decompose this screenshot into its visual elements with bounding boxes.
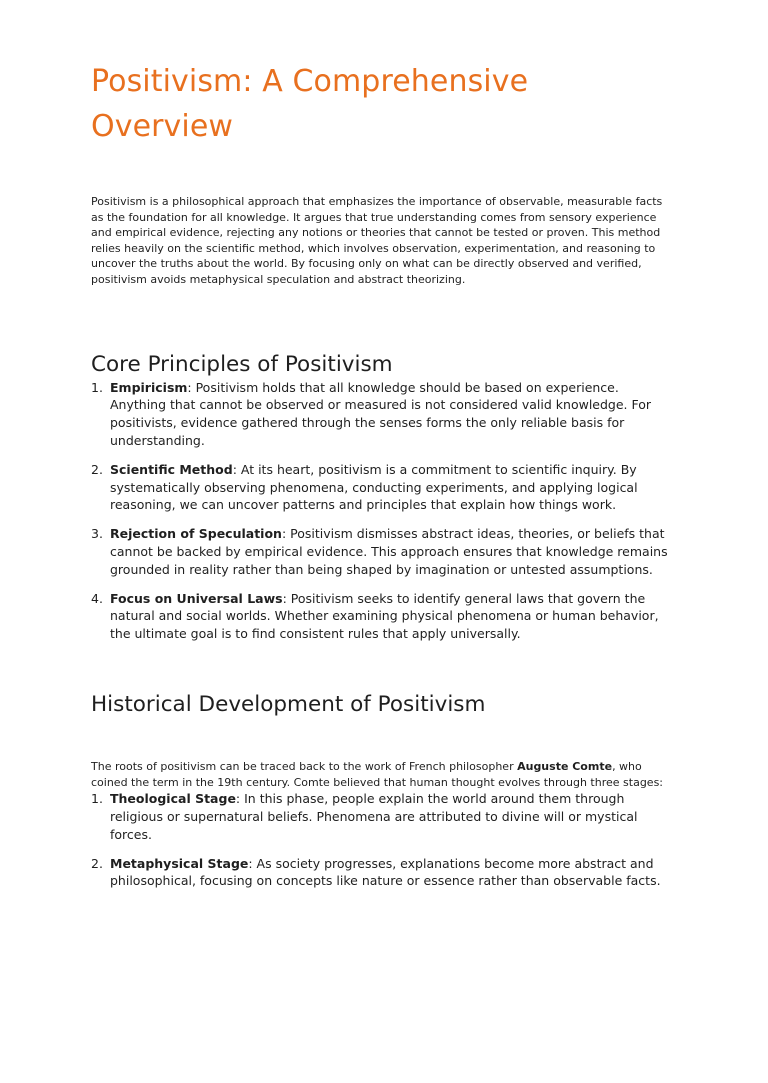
historical-development-heading: Historical Development of Positivism xyxy=(91,691,486,717)
list-item-term: Rejection of Speculation xyxy=(110,526,282,542)
document-page xyxy=(0,59,768,1083)
philosopher-name: Auguste Comte xyxy=(517,759,613,773)
list-item xyxy=(91,790,678,843)
list-item xyxy=(91,525,678,578)
history-intro-text-end: , who coined the term in the 19th century. Comte believed that human thought evolves through three stages: xyxy=(91,759,663,789)
list-item-term: Focus on Universal Laws xyxy=(110,590,283,606)
list-item-term: Scientific Method xyxy=(110,461,233,477)
list-item xyxy=(91,855,678,891)
list-item-text: : Positivism seeks to identify general laws that govern the natural and social worlds. Whether examining physical phenomena or human behavior, the ultimate goal is to find consistent rules that apply universally. xyxy=(110,590,659,642)
list-item-number: 2. xyxy=(91,855,103,871)
list-item-text: : Positivism dismisses abstract ideas, theories, or beliefs that cannot be backed by empirical evidence. This approach ensures that knowledge remains grounded in reality rather than being shaped by imagination or untested assumptions. xyxy=(110,526,668,577)
list-item-number: 1. xyxy=(91,791,103,807)
list-item-term: Metaphysical Stage xyxy=(110,855,249,871)
list-item xyxy=(91,461,678,514)
list-item-term: Empiricism xyxy=(110,379,188,395)
intro-paragraph: Positivism is a philosophical approach that emphasizes the importance of observable, measurable facts as the foundation for all knowledge. It argues that true understanding comes from sensory experience and empirical evidence, rejecting any notions or theories that cannot be tested or proven. This method relies heavily on the scientific method, which involves observation, experimentation, and reasoning to uncover the truths about the world. By focusing only on what can be directly observed and verified, positivism avoids metaphysical speculation and abstract theorizing. xyxy=(91,195,663,286)
core-principles-heading: Core Principles of Positivism xyxy=(91,351,393,377)
list-item-text: : Positivism holds that all knowledge should be based on experience. Anything that cannot be observed or measured is not considered valid knowledge. For positivists, evidence gathered through the senses forms the only reliable basis for understanding. xyxy=(110,379,652,448)
page-title: Positivism: A Comprehensive Overview xyxy=(91,64,529,144)
stages-list xyxy=(91,790,678,890)
list-item xyxy=(91,379,678,450)
list-item-number: 2. xyxy=(91,461,103,477)
core-principles-list xyxy=(91,379,678,643)
list-item xyxy=(91,590,678,643)
list-item-number: 3. xyxy=(91,526,103,542)
list-item-text: : As society progresses, explanations become more abstract and philosophical, focusing on concepts like nature or essence rather than observable facts. xyxy=(110,855,661,889)
list-item-number: 4. xyxy=(91,590,103,606)
history-intro-paragraph xyxy=(91,759,678,790)
list-item-number: 1. xyxy=(91,379,103,395)
list-item-term: Theological Stage xyxy=(110,791,236,807)
list-item-text: : At its heart, positivism is a commitment to scientific inquiry. By systematically observing phenomena, conducting experiments, and applying logical reasoning, we can uncover patterns and principles that explain how things work. xyxy=(110,461,638,513)
list-item-text: : In this phase, people explain the world around them through religious or supernatural beliefs. Phenomena are attributed to divine will or mystical forces. xyxy=(110,791,638,842)
history-intro-text: The roots of positivism can be traced back to the work of French philosopher xyxy=(91,759,518,773)
